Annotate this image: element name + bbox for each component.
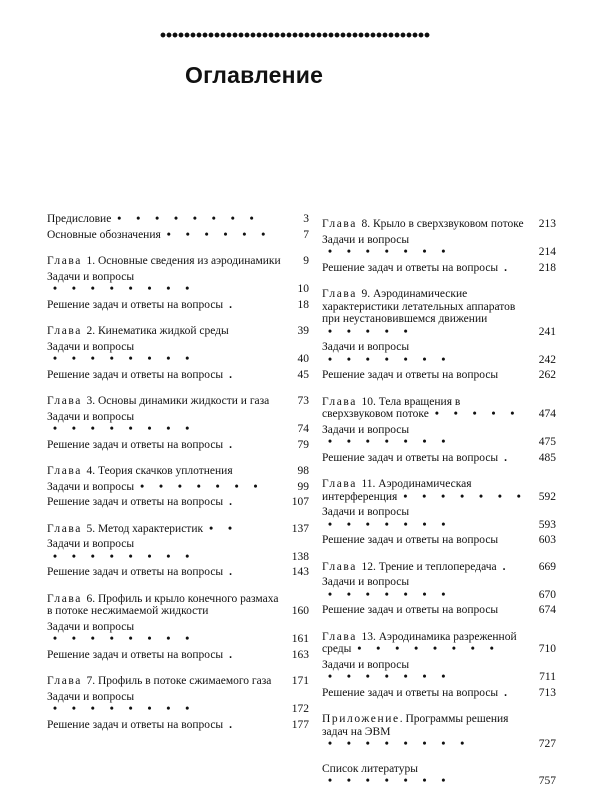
toc-entry-text: Задачи и вопросы [322, 233, 410, 246]
toc-leader-dots: • • • • • [328, 325, 414, 338]
toc-entry-text: 12. Трение и теплопередача [361, 560, 497, 573]
toc-entry-title [322, 424, 409, 436]
toc-entry-title [322, 534, 498, 546]
toc-entry[interactable] [322, 478, 556, 503]
toc-entry[interactable] [322, 396, 556, 421]
toc-entry-page: 177 [291, 718, 309, 731]
toc-entry-text: Задачи и вопросы [322, 423, 410, 436]
toc-leader-dots: • • • • • • [166, 228, 272, 241]
toc-entry[interactable] [322, 369, 556, 382]
toc-entry[interactable] [47, 213, 309, 226]
toc-entry-page: 137 [291, 522, 309, 535]
toc-entry-title [47, 369, 223, 381]
toc-entry-text: 10. Тела вращения в сверхзвуковом потоке [322, 395, 461, 420]
toc-entry-page: 474 [538, 408, 556, 420]
toc-entry[interactable] [322, 288, 556, 338]
toc-entry-prefix: Глава [47, 395, 87, 407]
toc-entry-prefix: Глава [322, 560, 362, 573]
toc-entry-text: Задачи и вопросы [47, 690, 135, 703]
decorative-dotted-rule [160, 30, 430, 40]
toc-entry-title [47, 649, 223, 661]
toc-leader-dots: • • [209, 522, 239, 535]
toc-entry-text: 6. Профиль и крыло конечного размаха в потоке несжимаемой жидкости [47, 592, 279, 617]
toc-entry-page: 214 [538, 246, 556, 258]
toc-entry-title [47, 719, 223, 731]
toc-entry-text: 1. Основные сведения из аэродинамики [86, 255, 281, 267]
toc-entry-title [322, 218, 524, 230]
toc-entry[interactable] [322, 534, 556, 547]
toc-entry-title [47, 255, 281, 267]
toc-entry[interactable] [47, 325, 309, 338]
toc-leader-dots: . [229, 298, 239, 311]
toc-entry[interactable] [322, 218, 556, 231]
toc-leader-dots: . [504, 451, 514, 464]
toc-leader-dots: . [229, 496, 239, 508]
toc-entry-title [322, 234, 409, 246]
toc-entry-title [47, 691, 134, 703]
toc-leader-dots: . [504, 686, 514, 699]
toc-entry-text: 9. Аэродинамические характеристики летательных аппаратов при неустановившемся движении [322, 288, 516, 325]
toc-entry-page: 218 [538, 261, 556, 274]
toc-entry-prefix: Глава [47, 465, 87, 477]
toc-entry-page: 172 [291, 703, 309, 715]
toc-entry-prefix: Глава [322, 395, 362, 408]
toc-leader-dots: • • • • • • • • [53, 550, 196, 563]
toc-entry-text: Задачи и вопросы [47, 480, 135, 493]
toc-entry[interactable] [47, 411, 309, 436]
toc-entry-text: 7. Профиль в потоке сжимаемого газа [86, 675, 272, 687]
toc-entry-page: 757 [538, 775, 556, 787]
toc-leader-dots: • • • • • • • [403, 490, 527, 503]
toc-entry-title [47, 395, 269, 407]
toc-entry-prefix: Глава [47, 325, 87, 337]
toc-entry-text: Решение задач и ответы на вопросы [322, 261, 499, 274]
toc-leader-dots: • • • • • • • • [53, 423, 196, 435]
toc-leader-dots: • • • • • • • • [53, 633, 196, 645]
toc-entry[interactable] [322, 713, 556, 751]
toc-entry-title [47, 481, 134, 493]
toc-entry[interactable] [47, 481, 309, 494]
toc-entry[interactable] [47, 299, 309, 312]
toc-entry-text: Задачи и вопросы [322, 341, 410, 353]
toc-entry-page: 163 [291, 648, 309, 661]
toc-entry[interactable] [47, 271, 309, 296]
toc-entry-title [47, 299, 223, 311]
toc-leader-dots: . [229, 566, 239, 578]
toc-entry-page: 74 [297, 423, 309, 435]
toc-entry-text: Список литературы [322, 762, 418, 775]
toc-entry[interactable] [47, 229, 309, 242]
toc-entry-text: 8. Крыло в сверхзвуковом потоке [361, 218, 524, 230]
toc-entry-text: Решение задач и ответы на вопросы [47, 438, 224, 451]
toc-leader-dots: • • • • • • • [328, 671, 452, 683]
toc-entry-title [322, 262, 498, 274]
toc-entry-title [47, 439, 223, 451]
toc-entry-text: Решение задач и ответы на вопросы [47, 496, 224, 508]
toc-entry[interactable] [322, 687, 556, 700]
toc-entry-page: 160 [291, 605, 309, 617]
toc-entry-title [322, 369, 498, 381]
toc-entry-text: Задачи и вопросы [47, 270, 135, 283]
toc-entry-page: 670 [538, 588, 556, 601]
toc-left-column [47, 213, 309, 731]
toc-entry-prefix: Глава [322, 288, 362, 300]
toc-entry-page: 3 [303, 213, 309, 225]
toc-entry-text: Задачи и вопросы [322, 506, 410, 518]
toc-entry-page: 262 [538, 369, 556, 381]
toc-entry-title [322, 659, 409, 671]
toc-entry-page: 475 [538, 436, 556, 448]
toc-entry-prefix: Глава [322, 218, 362, 230]
toc-entry-prefix: Глава [47, 592, 87, 605]
toc-entry-page: 7 [303, 228, 309, 241]
toc-entry-text: 2. Кинематика жидкой среды [86, 325, 229, 337]
toc-entry[interactable] [47, 566, 309, 579]
toc-leader-dots: • • • • • • • [140, 480, 264, 493]
toc-leader-dots: • • • • • • • • [53, 703, 196, 715]
toc-entry-page: 669 [538, 560, 556, 573]
toc-entry-title [322, 561, 497, 573]
toc-entry-title [47, 538, 134, 550]
toc-entry-page: 18 [297, 298, 309, 311]
toc-entry-title [47, 566, 223, 578]
toc-leader-dots: . [504, 261, 514, 274]
toc-entry[interactable] [47, 465, 309, 478]
toc-entry-text: Решение задач и ответы на вопросы [47, 298, 224, 311]
toc-entry-page: 39 [297, 325, 309, 337]
toc-entry-page: 138 [291, 550, 309, 563]
toc-entry-title [322, 452, 498, 464]
toc-entry-title [47, 271, 134, 283]
toc-entry-text: Решение задач и ответы на вопросы [322, 369, 499, 381]
toc-leader-dots: • • • • • • • [328, 436, 452, 448]
toc-entry-page: 40 [297, 353, 309, 365]
toc-entry-text: Решение задач и ответы на вопросы [322, 686, 499, 699]
toc-entry-title [322, 576, 409, 588]
toc-leader-dots: • • • • • • • • [53, 353, 196, 365]
toc-entry-page: 727 [538, 738, 556, 750]
toc-entry[interactable] [322, 561, 556, 574]
toc-entry-page: 713 [538, 686, 556, 699]
toc-entry[interactable] [322, 576, 556, 601]
toc-entry-page: 161 [291, 633, 309, 645]
toc-entry-prefix: Приложение [322, 713, 400, 725]
toc-entry[interactable] [47, 719, 309, 732]
toc-entry-page: 143 [291, 566, 309, 578]
page-title: Оглавление [185, 62, 324, 88]
toc-entry-text: . Программы решения задач на ЭВМ [322, 713, 509, 738]
toc-entry-text: 11. Аэродинамическая интерференция [322, 478, 472, 503]
toc-entry[interactable] [47, 538, 309, 563]
toc-entry[interactable] [322, 341, 556, 366]
toc-entry-title [47, 465, 233, 477]
toc-entry-page: 213 [538, 218, 556, 230]
toc-entry[interactable] [47, 621, 309, 646]
toc-entry[interactable] [47, 691, 309, 716]
toc-entry-title [47, 411, 134, 423]
toc-entry-prefix: Глава [322, 478, 362, 490]
toc-leader-dots: • • • • • • • • [328, 738, 471, 750]
toc-entry-title [47, 325, 229, 337]
toc-entry-title [322, 506, 409, 518]
toc-entry-text: Основные обозначения [47, 228, 161, 241]
toc-leader-dots: • • • • • • • [328, 588, 452, 601]
toc-entry-text: Решение задач и ответы на вопросы [322, 534, 499, 546]
toc-entry-text: Решение задач и ответы на вопросы [47, 648, 224, 661]
toc-entry-text: Решение задач и ответы на вопросы [322, 451, 499, 464]
toc-leader-dots: • • • • • • • [328, 246, 452, 258]
toc-entry-title [47, 213, 111, 225]
toc-entry-prefix: Глава [47, 522, 87, 535]
toc-entry-text: Задачи и вопросы [47, 410, 135, 423]
toc-entry[interactable] [322, 234, 556, 259]
toc-entry-title [47, 229, 161, 241]
toc-entry[interactable] [47, 255, 309, 268]
toc-entry[interactable] [47, 369, 309, 382]
toc-entry-page: 241 [538, 325, 556, 338]
toc-entry-page: 107 [291, 496, 309, 508]
toc-entry-title [322, 604, 498, 616]
toc-entry-page: 98 [297, 465, 309, 477]
toc-entry-page: 73 [297, 395, 309, 407]
toc-entry-page: 485 [538, 451, 556, 464]
toc-entry[interactable] [47, 593, 309, 618]
toc-entry[interactable] [47, 341, 309, 366]
toc-entry-title [322, 763, 418, 775]
toc-leader-dots: • • • • • • • • [117, 213, 260, 225]
toc-entry-text: Решение задач и ответы на вопросы [47, 718, 224, 731]
toc-entry-page: 711 [539, 671, 556, 683]
toc-entry-title [322, 713, 508, 738]
toc-entry[interactable] [322, 604, 556, 617]
toc-entry-page: 592 [538, 490, 556, 503]
toc-leader-dots: • • • • • • • [328, 775, 452, 787]
toc-entry-text: Предисловие [47, 213, 112, 225]
toc-entry[interactable] [322, 659, 556, 684]
toc-entry-page: 710 [538, 643, 556, 655]
toc-entry-page: 603 [538, 534, 556, 546]
toc-entry-page: 242 [538, 353, 556, 366]
toc-entry[interactable] [322, 452, 556, 465]
toc-entry-title [47, 496, 223, 508]
toc-entry-text: Решение задач и ответы на вопросы [47, 368, 224, 381]
toc-entry-text: Задачи и вопросы [322, 658, 410, 671]
toc-entry-page: 45 [297, 368, 309, 381]
toc-entry-title [47, 675, 271, 687]
toc-entry-text: Решение задач и ответы на вопросы [322, 604, 499, 616]
toc-entry-prefix: Глава [322, 630, 362, 643]
toc-entry-text: Решение задач и ответы на вопросы [47, 566, 224, 578]
toc-entry[interactable] [47, 439, 309, 452]
toc-entry[interactable] [322, 262, 556, 275]
toc-entry-page: 79 [297, 438, 309, 451]
toc-leader-dots: . [502, 560, 512, 573]
toc-entry-text: Задачи и вопросы [47, 538, 135, 550]
toc-entry-page: 171 [291, 675, 309, 687]
toc-entry-title [47, 593, 278, 618]
toc-leader-dots: • • • • • • • • [357, 643, 500, 655]
toc-entry[interactable] [47, 523, 309, 536]
toc-leader-dots: • • • • • • • • [53, 283, 196, 295]
toc-entry-page: 674 [538, 604, 556, 616]
toc-entry-title [47, 621, 134, 633]
toc-entry[interactable] [47, 649, 309, 662]
toc-entry-title [47, 341, 134, 353]
toc-entry-text: 3. Основы динамики жидкости и газа [86, 395, 270, 407]
toc-entry[interactable] [322, 631, 556, 656]
toc-entry[interactable] [47, 395, 309, 408]
toc-entry-title [322, 341, 409, 353]
toc-leader-dots: . [229, 438, 239, 451]
toc-entry-text: 13. Аэродинамика разреженной среды [322, 630, 517, 655]
toc-entry-page: 10 [297, 283, 309, 295]
toc-leader-dots: . [229, 648, 239, 661]
toc-leader-dots: . [229, 718, 239, 731]
toc-entry[interactable] [322, 506, 556, 531]
toc-entry-text: 4. Теория скачков уплотнения [86, 465, 233, 477]
toc-entry-text: Задачи и вопросы [322, 576, 410, 588]
toc-entry-title [322, 288, 515, 325]
toc-right-column [322, 218, 556, 788]
toc-entry-page: 593 [538, 518, 556, 531]
toc-leader-dots: • • • • • [434, 408, 521, 420]
toc-entry-prefix: Глава [47, 255, 87, 267]
toc-entry[interactable] [322, 763, 556, 788]
toc-leader-dots: • • • • • • • [328, 353, 452, 366]
toc-entry[interactable] [47, 496, 309, 509]
toc-entry-title [322, 687, 498, 699]
toc-entry-title [47, 523, 203, 535]
toc-entry-text: Задачи и вопросы [47, 340, 135, 353]
toc-entry-text: 5. Метод характеристик [86, 522, 204, 535]
toc-leader-dots: • • • • • • • [328, 518, 452, 531]
toc-entry-page: 99 [297, 480, 309, 493]
toc-entry-prefix: Глава [47, 675, 87, 687]
toc-entry[interactable] [47, 675, 309, 688]
toc-leader-dots: . [229, 368, 239, 381]
toc-entry[interactable] [322, 424, 556, 449]
toc-entry-page: 9 [303, 255, 309, 267]
toc-entry-text: Задачи и вопросы [47, 620, 135, 633]
